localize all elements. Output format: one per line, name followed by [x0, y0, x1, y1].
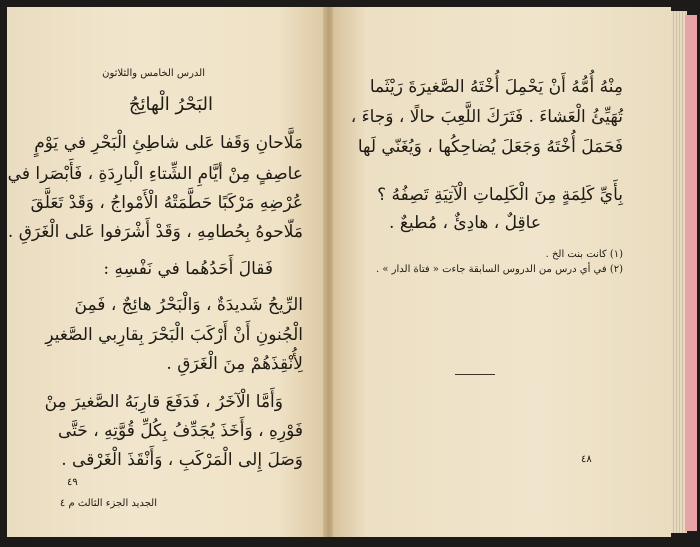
text-line: الْجُنونِ أَنْ أَرْكَبَ الْبَحْرَ بِقارِبي الصَّغيرِ [45, 325, 303, 345]
page-number: ٤٨ [581, 454, 592, 465]
text-line: مَلّاحوهُ بِحُطامِهِ ، وَقَدْ أَشْرَفوا عَلى الْغَرَقِ . [7, 222, 303, 242]
text-line: مِنْهُ أُمُّهُ أَنْ يَحْمِلَ أُخْتَهُ الصَّغيرَةَ رَيْثَما [369, 77, 623, 97]
text-line: فَحَمَلَ أُخْتَهُ وَجَعَلَ يُضاحِكُها ، وَيُغَنّي لَها [357, 137, 623, 157]
text-line: مَلَّاحانِ وَقَفا عَلى شاطِئِ الْبَحْرِ في يَوْمٍ [34, 133, 303, 153]
text-line: وَصَلَ إِلى الْمَرْكَبِ ، وَأَنْقَذَ الْغَرْقى . [61, 450, 303, 470]
text-line: وَأَمَّا الْآخَرُ ، فَدَفَعَ قارِبَهُ الصَّغيرَ مِنْ [44, 392, 283, 412]
text-line: لِأُنْقِذَهُمْ مِنَ الْغَرَقِ . [166, 354, 303, 374]
text-line: عُرْضِهِ مَرْكَبًا حَطَّمَتْهُ الْأَمْواجُ ، وَقَدْ تَعَلَّقَ [30, 193, 303, 213]
text-line: عاقِلٌ ، هادِئٌ ، مُطيعٌ . [389, 213, 541, 233]
text-line: فَوْرِهِ ، وَأَخَذَ يُجَدِّفُ بِكُلِّ قُوَّتِهِ ، حَتَّى [58, 421, 303, 441]
left-page [7, 7, 325, 537]
text-line: الرِّيحُ شَديدَةٌ ، وَالْبَحْرُ هائِجٌ ، فَمِنَ [74, 295, 303, 315]
footnote: (١) كانت بنت الخ . [545, 249, 623, 260]
text-line: تُهَيِّئُ الْعَشاءَ . فَتَرَكَ اللَّعِبَ حالًا ، وَجاءَ ، [350, 107, 623, 127]
text-line: بِأَيِّ كَلِمَةٍ مِنَ الْكَلِماتِ الْآتِيَةِ تَصِفُهُ ؟ [377, 185, 623, 205]
running-head: الدرس الخامس والثلاثون [102, 68, 205, 79]
footnote: (٢) في أي درس من الدروس السابقة جاءت « فتاة الدار » . [376, 264, 623, 275]
book-spread [3, 3, 697, 544]
book-cover-edge [685, 15, 697, 531]
page-number: ٤٩ [67, 477, 78, 488]
signature-mark: الجديد الجزء الثالث م ٤ [59, 498, 157, 509]
text-line: فَقالَ أَحَدُهُما في نَفْسِهِ : [103, 259, 273, 279]
right-page [333, 7, 671, 537]
text-line: عاصِفٍ مِنْ أيَّامِ الشِّتاءِ الْبارِدَةِ ، فَأَبْصَرا في [7, 164, 303, 184]
lesson-title: البَحْرُ الْهائِجُ [128, 94, 213, 115]
separator-rule [455, 374, 495, 375]
